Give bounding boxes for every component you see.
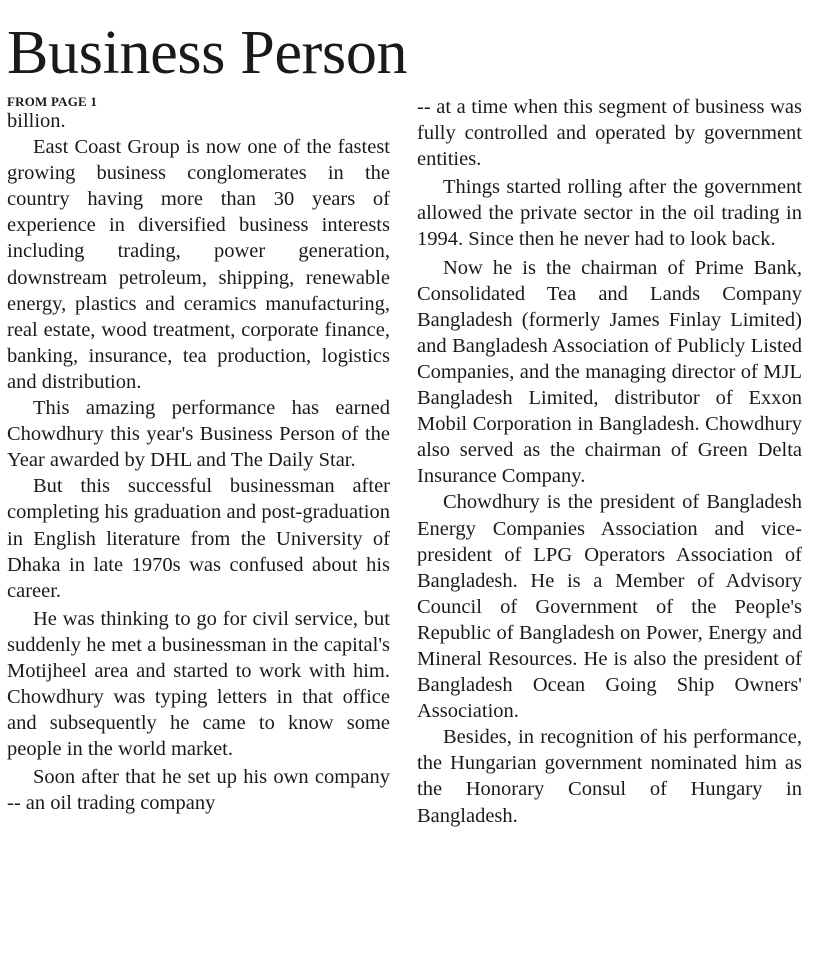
paragraph: Things started rolling after the government allowed the private sector in the oil trading in 1994. Since then he never had to look back. <box>417 176 802 251</box>
paragraph: Soon after that he set up his own company -- an oil trading company <box>7 766 390 815</box>
paragraph: But this successful businessman after completing his graduation and post-graduation in English literature from the University of Dhaka in late 1970s was confused about his career. <box>7 475 390 602</box>
paragraph: Now he is the chairman of Prime Bank, Consolidated Tea and Lands Company Bangladesh (formerly James Finlay Limited) and Bangladesh Association of Publicly Listed Companies, and the managing director of MJL Bangladesh Limited, distributor of Exxon Mobil Corporation in Bangladesh. Chowdhury also served as the chairman of Green Delta Insurance Company. <box>417 256 802 488</box>
paragraph: Chowdhury is the president of Bangladesh Energy Companies Association and vice-president of LPG Operators Association of Bangladesh. He is a Member of Advisory Council of Government of the People's Republic of Bangladesh on Power, Energy and Mineral Resources. He is also the president of Bangladesh Ocean Going Ship Owners' Association. <box>417 491 802 723</box>
paragraph: -- at a time when this segment of business was fully controlled and operated by government entities. <box>417 96 802 171</box>
article-column-left <box>7 94 390 817</box>
paragraph: East Coast Group is now one of the fastest growing business conglomerates in the country having more than 30 years of experience in diversified business interests including trading, power generation, downstream petroleum, shipping, renewable energy, plastics and ceramics manufacturing, real estate, wood treatment, corporate finance, banking, insurance, tea production, logistics and distribution. <box>7 136 390 393</box>
continuation-kicker: FROM PAGE 1 <box>7 94 98 109</box>
headline: Business Person <box>7 19 408 87</box>
paragraph: This amazing performance has earned Chowdhury this year's Business Person of the Year awarded by DHL and The Daily Star. <box>7 397 390 472</box>
paragraph: billion. <box>7 110 66 132</box>
paragraph: He was thinking to go for civil service, but suddenly he met a businessman in the capital's Motijheel area and started to work with him. Chowdhury was typing letters in that office and subsequently he came to know some people in the world market. <box>7 607 390 761</box>
paragraph: Besides, in recognition of his performance, the Hungarian government nominated him as the Honorary Consul of Hungary in Bangladesh. <box>417 726 802 827</box>
article-column-right <box>417 94 802 829</box>
